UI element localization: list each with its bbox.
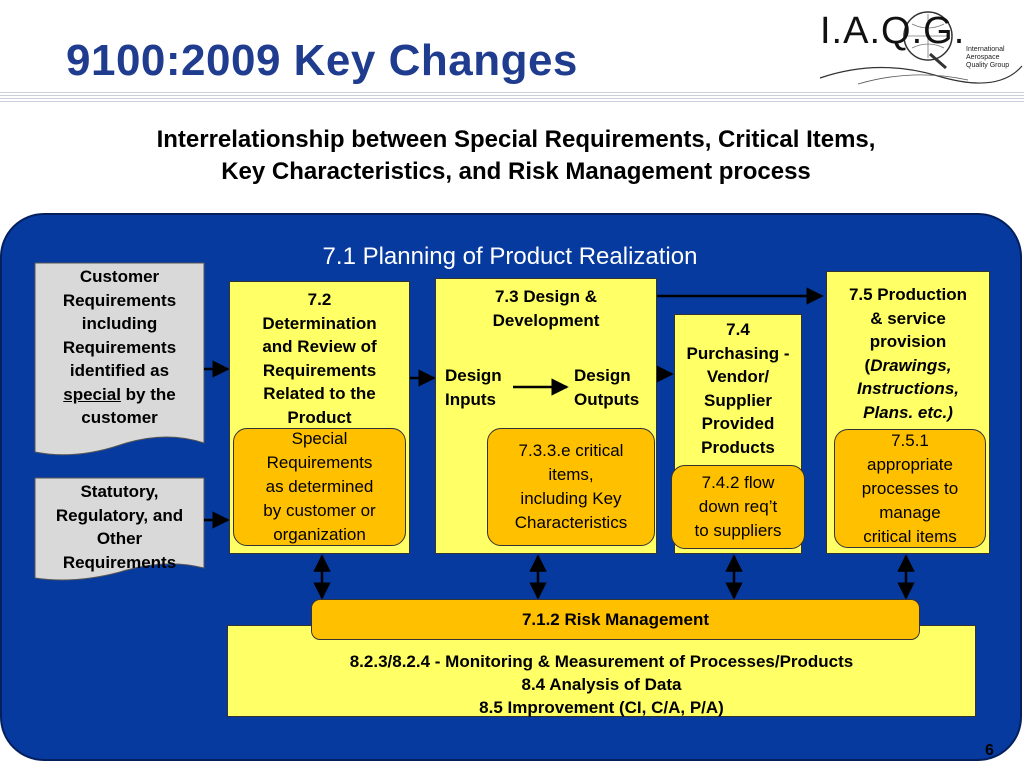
b72-line3: and Review of bbox=[262, 337, 377, 356]
sr-line1: Special bbox=[291, 429, 348, 448]
st-line4: Requirements bbox=[62, 552, 177, 572]
ci-line2: items, bbox=[548, 465, 594, 484]
design-outputs-label bbox=[574, 364, 639, 412]
box-7-4-label bbox=[675, 318, 801, 459]
page-number: 6 bbox=[985, 742, 994, 759]
b75-line6: Plans. etc.) bbox=[863, 402, 953, 422]
b75-line5: Instructions, bbox=[856, 379, 959, 398]
logo-sub-line2: Quality Group bbox=[966, 62, 1010, 69]
customer-requirements bbox=[35, 263, 204, 453]
special-requirements-box bbox=[233, 428, 406, 546]
box-7-2-label bbox=[230, 288, 409, 429]
do-line1: Design bbox=[574, 366, 631, 385]
mon-line3: 8.5 Improvement (CI, C/A, P/A) bbox=[479, 698, 724, 717]
cr-line1: Customer bbox=[79, 267, 160, 286]
special-requirements-text bbox=[263, 427, 375, 547]
b75-line3: provision bbox=[869, 332, 947, 351]
b74-line5: Provided bbox=[701, 414, 775, 433]
mon-line1: 8.2.3/8.2.4 - Monitoring & Measurement of Processes/Products bbox=[349, 652, 854, 671]
page-title: 9100:2009 Key Changes bbox=[66, 36, 578, 85]
b74-line6: Products bbox=[701, 437, 775, 457]
sr-line3: as determined bbox=[265, 477, 374, 496]
cr-line5: identified as bbox=[69, 361, 170, 380]
do-line2: Outputs bbox=[574, 390, 640, 409]
design-inputs-label bbox=[445, 364, 502, 412]
b75-drawings: Drawings, bbox=[870, 355, 952, 375]
b75-line1: 7.5 Production bbox=[848, 285, 968, 304]
b72-line1: 7.2 bbox=[307, 290, 332, 309]
b75-line2: & service bbox=[870, 308, 946, 328]
cr-line6-rest: by the bbox=[120, 384, 176, 404]
box-7-3-label bbox=[436, 285, 656, 332]
b72-line4: Requirements bbox=[262, 360, 377, 380]
cr-line6 bbox=[35, 383, 204, 407]
fd-line2: down req’t bbox=[698, 497, 778, 516]
critical-items-box bbox=[487, 428, 655, 546]
sr-line5: organization bbox=[273, 525, 366, 544]
cr-line4: Requirements bbox=[62, 337, 177, 357]
b74-line3: Vendor/ bbox=[706, 367, 770, 386]
flow-down-box bbox=[671, 465, 805, 549]
risk-management-bar bbox=[311, 599, 920, 640]
sr-line4: by customer or bbox=[263, 501, 376, 520]
ci-line3: including Key bbox=[520, 489, 622, 508]
ci-line1: 7.3.3.e critical bbox=[518, 441, 624, 460]
subtitle-line2: Key Characteristics, and Risk Management process bbox=[221, 158, 811, 185]
b75-open-paren: ( bbox=[864, 355, 871, 375]
box-7-5-label bbox=[827, 283, 989, 424]
di-line2: Inputs bbox=[445, 390, 496, 409]
statutory-text bbox=[35, 480, 204, 574]
cr-line2: Requirements bbox=[62, 290, 177, 310]
b73-line2: Development bbox=[492, 310, 600, 330]
critical-processes-box bbox=[834, 429, 986, 548]
pr-line3: processes to bbox=[861, 478, 959, 498]
fd-line3: to suppliers bbox=[694, 521, 782, 540]
sr-line2: Requirements bbox=[266, 453, 373, 472]
pr-line1: 7.5.1 bbox=[891, 430, 929, 450]
logo-text: I.A.Q.G. bbox=[820, 10, 966, 52]
b72-line2: Determination bbox=[262, 313, 377, 333]
b72-line5: Related to the bbox=[263, 384, 376, 403]
pr-line2: appropriate bbox=[866, 454, 953, 474]
subtitle-line1: Interrelationship between Special Requirements, Critical Items, bbox=[156, 126, 876, 153]
monitoring-text bbox=[228, 650, 975, 719]
cr-line3: including bbox=[81, 314, 158, 333]
st-line2: Regulatory, and bbox=[55, 505, 184, 525]
b75-line4 bbox=[827, 354, 989, 378]
st-line1: Statutory, bbox=[80, 482, 159, 501]
logo-sub-line1: International Aerospace bbox=[966, 46, 1005, 61]
risk-management-label: 7.1.2 Risk Management bbox=[521, 609, 710, 629]
b74-line4: Supplier bbox=[703, 390, 772, 410]
critical-processes-text bbox=[862, 429, 958, 549]
b72-line6: Product bbox=[287, 407, 352, 427]
st-line3: Other bbox=[96, 529, 143, 548]
di-line1: Design bbox=[445, 366, 502, 385]
critical-items-text bbox=[515, 439, 627, 535]
fd-line1: 7.4.2 flow bbox=[701, 473, 775, 492]
pr-line4: manage bbox=[879, 502, 941, 522]
b74-line2: Purchasing - bbox=[686, 343, 790, 363]
b73-line1: 7.3 Design & bbox=[494, 287, 598, 306]
pr-line5: critical items bbox=[863, 526, 957, 546]
section-title: 7.1 Planning of Product Realization bbox=[322, 243, 698, 270]
b74-line1: 7.4 bbox=[726, 320, 750, 339]
statutory-requirements bbox=[35, 478, 204, 578]
mon-line2: 8.4 Analysis of Data bbox=[521, 675, 682, 694]
cr-special-word: special bbox=[63, 384, 121, 404]
cr-line7: customer bbox=[81, 408, 158, 427]
ci-line4: Characteristics bbox=[514, 513, 628, 532]
flow-down-text bbox=[695, 471, 782, 543]
customer-requirements-text bbox=[35, 265, 204, 430]
